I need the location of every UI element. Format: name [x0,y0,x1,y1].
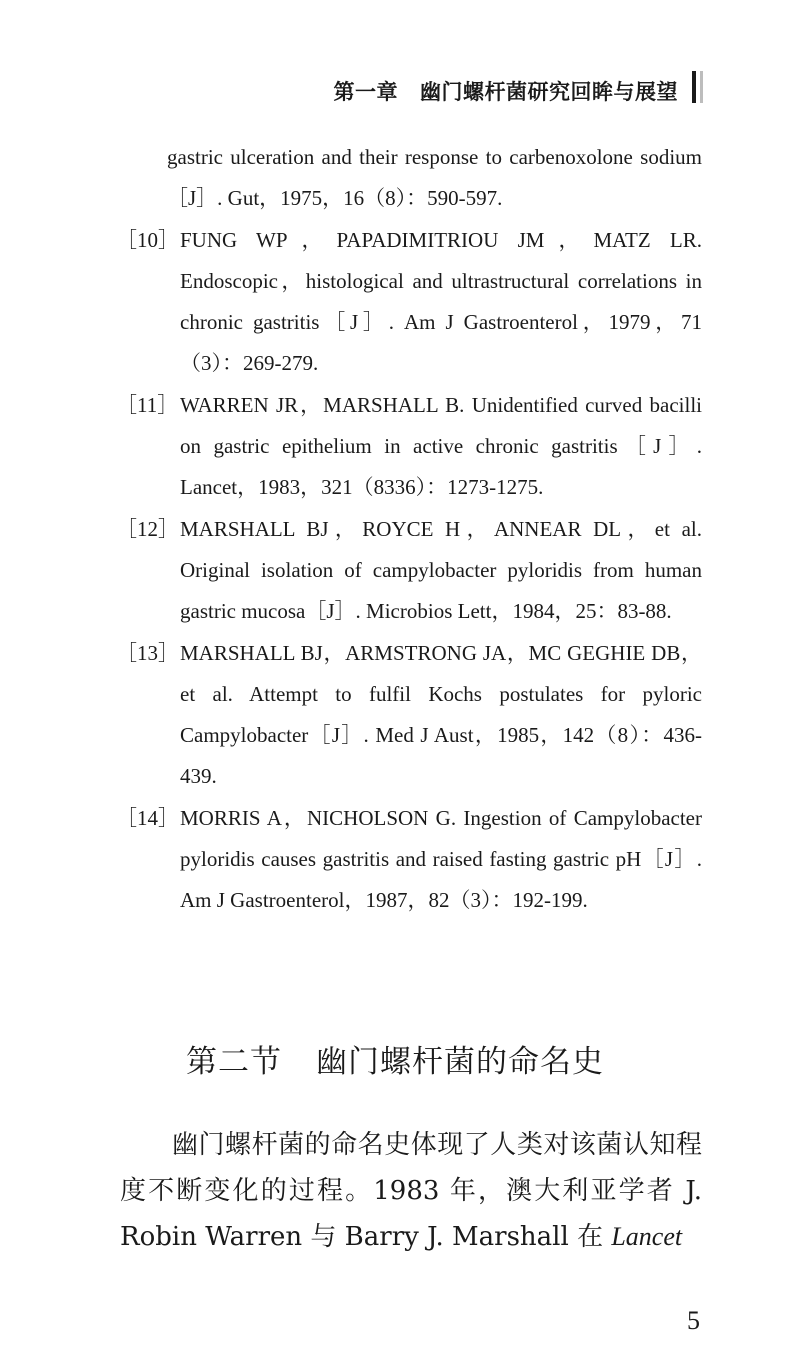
reference-text: MARSHALL BJ，ARMSTRONG JA，MC GEGHIE DB，et al. Attempt to fulfil Kochs postulates for pyloric Campylobacter［J］. Med J Aust，1985，142（8）：436-439. [180,640,702,789]
chapter-title: 幽门螺杆菌研究回眸与展望 [420,80,678,104]
paragraph-text: 幽门螺杆菌的命名史体现了人类对该菌认知程度不断变化的过程。1983 年，澳大利亚学者 J. Robin Warren 与 Barry J. Marshall 在 [120,1130,702,1252]
running-head [334,76,679,106]
header-rule [692,71,696,103]
reference-text: MORRIS A，NICHOLSON G. Ingestion of Campylobacter pyloridis causes gastritis and raised fasting gastric pH［J］. Am J Gastroenterol，1987，82（3）：192-199. [180,805,702,913]
header-rule-shadow [700,71,703,103]
reference-item [0,385,702,509]
section-title: 幽门螺杆菌的命名史 [316,1044,604,1080]
reference-text: WARREN JR，MARSHALL B. Unidentified curved bacilli on gastric epithelium in active chronic gastritis［J］. Lancet，1983，321（8336）：1273-1275. [180,392,702,500]
reference-item [0,220,702,385]
reference-list [0,137,790,922]
reference-item [0,137,702,220]
reference-number: ［10］ [116,227,179,252]
reference-number: ［14］ [116,805,179,830]
reference-item [0,633,702,798]
reference-text: FUNG WP，PAPADIMITRIOU JM，MATZ LR. Endoscopic，histological and ultrastructural correlations in chronic gastritis［J］. Am J Gastroenterol，1979，71（3）：269-279. [180,227,702,376]
chapter-label: 第一章 [333,80,398,104]
reference-item [0,798,702,922]
reference-item [0,509,702,633]
journal-name: Lancet [611,1222,683,1251]
page-number: 5 [687,1306,700,1335]
reference-text: MARSHALL BJ，ROYCE H，ANNEAR DL，et al. Original isolation of campylobacter pyloridis from human gastric mucosa［J］. Microbios Lett，1984，25：83-88. [180,516,702,624]
reference-number: ［13］ [116,640,179,665]
section-heading [0,1036,790,1081]
body-paragraph [120,1123,702,1261]
reference-text: gastric ulceration and their response to carbenoxolone sodium［J］. Gut，1975，16（8）：590-597. [167,145,702,211]
reference-number: ［12］ [116,516,179,541]
reference-number: ［11］ [116,392,179,417]
section-number: 第二节 [186,1044,282,1080]
